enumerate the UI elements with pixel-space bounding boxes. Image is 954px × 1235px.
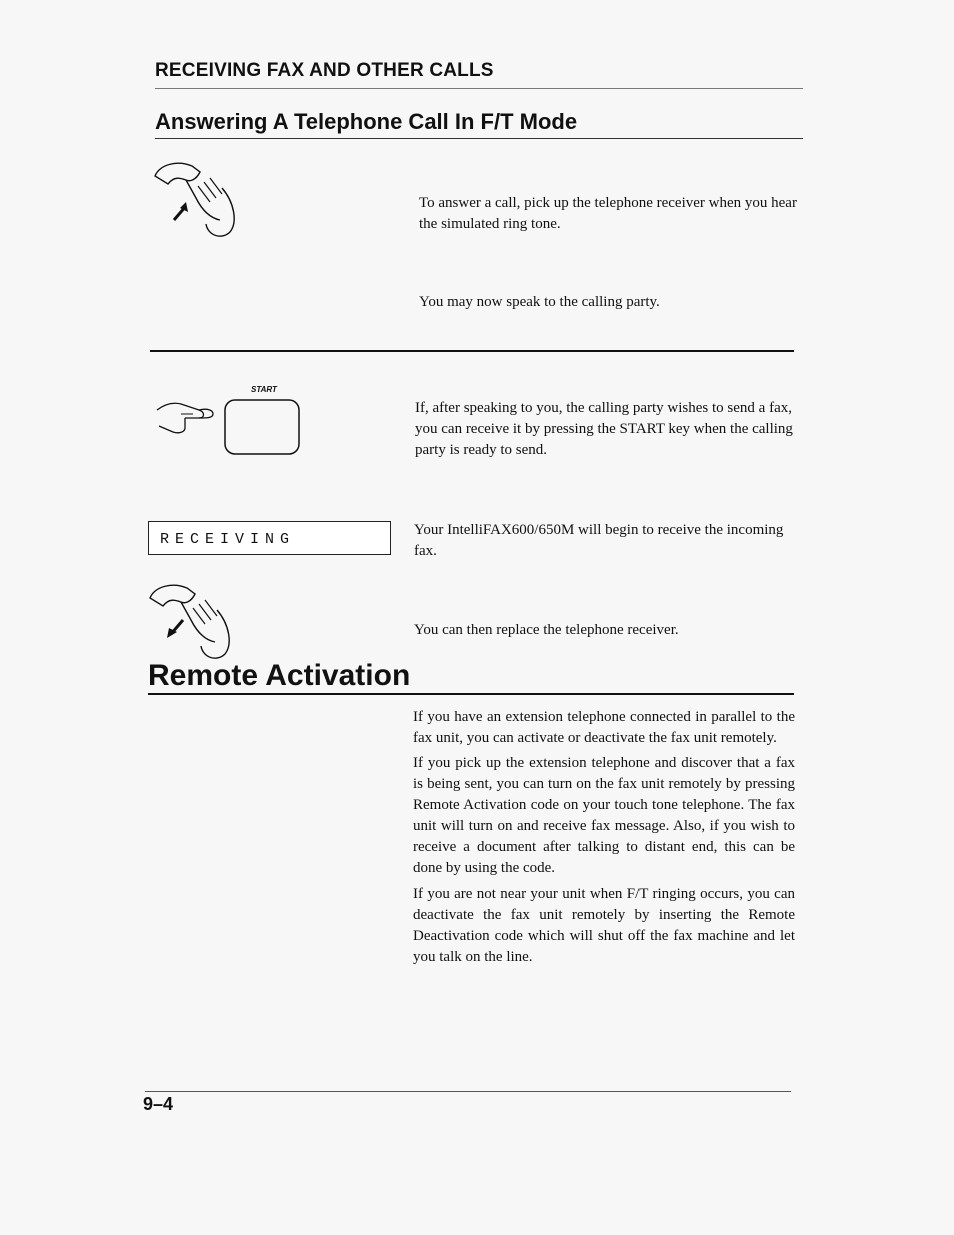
chapter-rule	[155, 88, 803, 89]
section-title: Answering A Telephone Call In F/T Mode	[155, 109, 578, 134]
start-key-icon	[223, 398, 303, 456]
speak-text: You may now speak to the calling party.	[419, 294, 660, 310]
pickup-text: To answer a call, pick up the telephone receiver when you hear the simulated ring tone.	[419, 195, 797, 232]
start-text: If, after speaking to you, the calling party wishes to send a fax, you can receive it by pressing the START key when the calling party is ready to send.	[415, 400, 793, 458]
section-divider	[150, 350, 794, 352]
remote-para-2: If you pick up the extension telephone and discover that a fax is being sent, you can turn on the fax unit remotely by pressing Remote Activation code on your touch tone telephone. The fax unit will turn on and receive fax message. Also, if you wish to receive a document after talking to distant end, this can be done by using the code.	[413, 755, 795, 876]
remote-para-1: If you have an extension telephone connected in parallel to the fax unit, you can activate or deactivate the fax unit remotely.	[413, 709, 795, 746]
footer-rule	[145, 1091, 791, 1092]
lcd-display	[148, 521, 391, 555]
remote-activation-rule	[148, 693, 794, 695]
handset-replace-icon	[145, 580, 235, 662]
lcd-text: RECEIVING	[160, 531, 296, 548]
start-key-label: START	[251, 385, 277, 394]
page-number: 9–4	[143, 1094, 174, 1114]
receive-text: Your IntelliFAX600/650M will begin to receive the incoming fax.	[414, 522, 784, 559]
remote-para-3: If you are not near your unit when F/T ringing occurs, you can deactivate the fax unit remotely by inserting the Remote Deactivation code which will shut off the fax machine and let you talk on the line.	[413, 886, 795, 965]
chapter-title: RECEIVING FAX AND OTHER CALLS	[155, 60, 494, 81]
replace-text: You can then replace the telephone receiver.	[414, 622, 679, 638]
remote-activation-title: Remote Activation	[148, 659, 411, 692]
finger-press-icon	[155, 400, 227, 440]
section-rule	[155, 138, 803, 139]
handset-pickup-icon	[150, 158, 240, 240]
